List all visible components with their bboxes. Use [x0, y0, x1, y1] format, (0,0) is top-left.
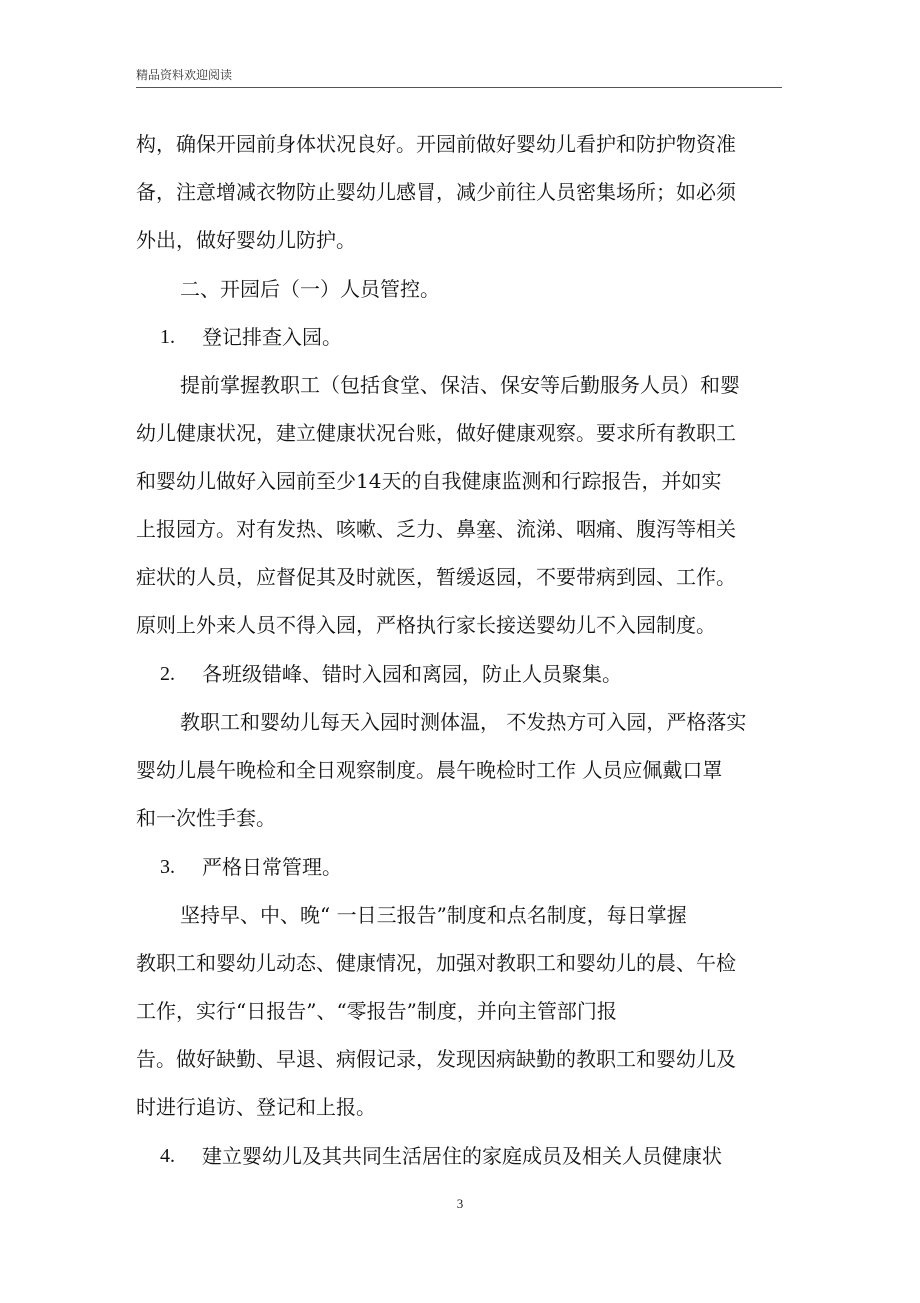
page-number: 3 [456, 1196, 464, 1211]
paragraph-line: 外出，做好婴幼儿防护。 [136, 228, 356, 252]
paragraph-line: 上报园方。对有发热、咳嗽、乏力、鼻塞、流涕、咽痛、腹泻等相关 [136, 517, 736, 541]
paragraph-line: 构，确保开园前身体状况良好。开园前做好婴幼儿看护和防护物资准 [136, 132, 736, 156]
paragraph-line: 教职工和婴幼儿每天入园时测体温， 不发热方可入园，严格落实 [180, 710, 747, 734]
paragraph-line: 告。做好缺勤、早退、病假记录，发现因病缺勤的教职工和婴幼儿及 [136, 1047, 736, 1071]
paragraph-line: 症状的人员，应督促其及时就医，暂缓返园，不要带病到园、工作。 [136, 565, 736, 589]
section-heading: 二、开园后（一）人员管控。 [180, 277, 440, 301]
paragraph-line: 原则上外来人员不得入园，严格执行家长接送婴幼儿不入园制度。 [136, 613, 716, 637]
paragraph-line: 工作，实行“日报告”、“零报告”制度，并向主管部门报 [136, 999, 617, 1023]
paragraph-line: 时进行追访、登记和上报。 [136, 1095, 376, 1119]
item-number: 3. [160, 856, 175, 878]
paragraph-line: 婴幼儿晨午晚检和全日观察制度。晨午晚检时工作 人员应佩戴口罩 [136, 758, 723, 782]
paragraph-line: 提前掌握教职工（包括食堂、保洁、保安等后勤服务人员）和婴 [180, 373, 740, 397]
header-divider [136, 87, 782, 88]
paragraph-line: 教职工和婴幼儿动态、健康情况，加强对教职工和婴幼儿的晨、午检 [136, 951, 736, 975]
item-heading: 严格日常管理。 [202, 855, 342, 879]
item-number: 2. [160, 663, 175, 685]
paragraph-line: 坚持早、中、晚“ 一日三报告”制度和点名制度，每日掌握 [180, 903, 687, 927]
item-heading: 各班级错峰、错时入园和离园，防止人员聚集。 [202, 662, 622, 686]
paragraph-line: 幼儿健康状况，建立健康状况台账，做好健康观察。要求所有教职工 [136, 421, 736, 445]
paragraph-line: 和婴幼儿做好入园前至少14天的自我健康监测和行踪报告，并如实 [136, 469, 722, 493]
page-header: 精品资料欢迎阅读 [136, 68, 233, 82]
item-number: 1. [160, 326, 175, 348]
item-number: 4. [160, 1145, 175, 1167]
paragraph-line: 和一次性手套。 [136, 806, 276, 830]
item-heading: 登记排查入园。 [202, 325, 342, 349]
paragraph-line: 备，注意增减衣物防止婴幼儿感冒，减少前往人员密集场所；如必须 [136, 180, 736, 204]
item-heading: 建立婴幼儿及其共同生活居住的家庭成员及相关人员健康状 [202, 1144, 722, 1168]
